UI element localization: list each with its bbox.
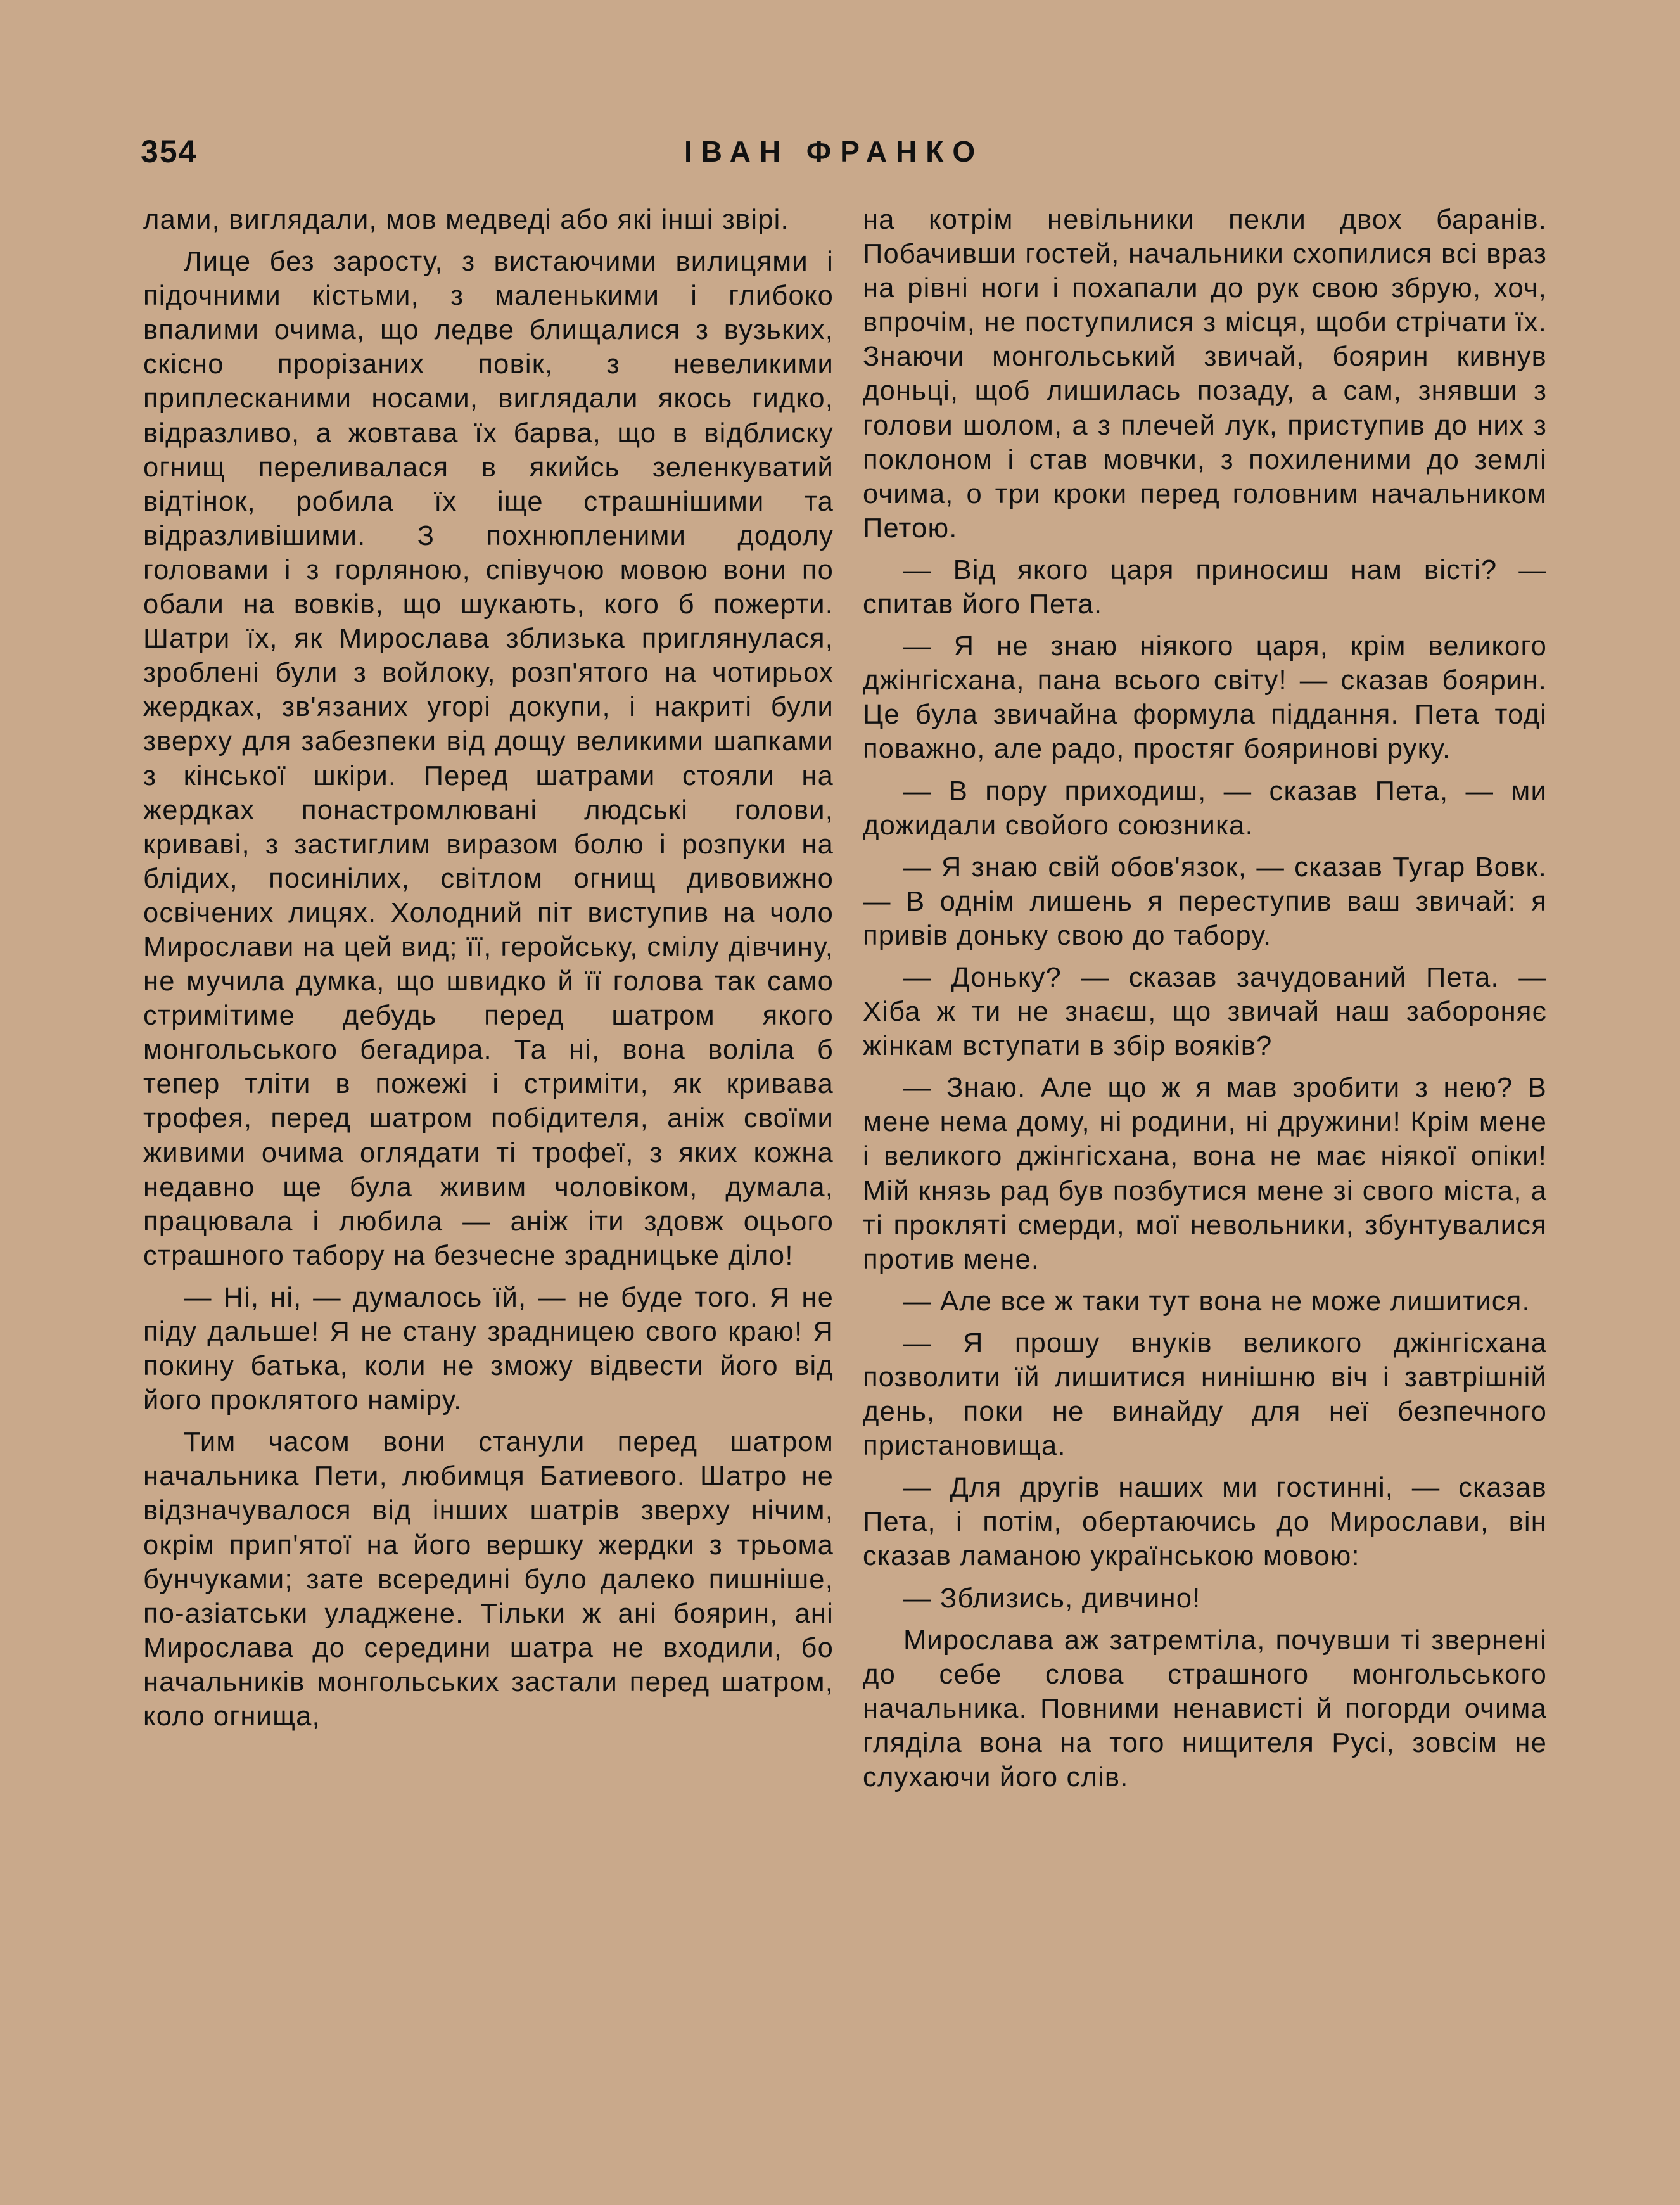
running-head-author: ІВАН ФРАНКО [684, 135, 984, 168]
paragraph: — Доньку? — сказав зачудований Пета. — Хіба ж ти не знаєш, що звичай наш забороняє жінкам вступати в збір вояків? [863, 962, 1547, 1062]
paragraph: на котрім невільники пекли двох баранів. Побачивши гостей, начальники схопилися всі враз на рівні ноги і похапали до рук свою збрую, хоч, впрочім, не поступилися з місця, щоби стрічати їх. Знаючи монгольський звичай, боярин кивнув доньці, щоб лишилась позаду, а сам, знявши з голови шолом, а з плечей лук, приступив до них з поклоном і став мовчки, з похиленими до землі очима, о три кроки перед головним начальником Петою. [863, 205, 1547, 544]
right-column [863, 203, 1547, 1802]
page-number: 354 [141, 134, 198, 169]
paragraph: — Зблизись, дивчино! [903, 1583, 1201, 1614]
paragraph: — Від якого царя приносиш нам вісті? — спитав його Пета. [863, 554, 1547, 620]
paragraph: — Я знаю свій обов'язок, — сказав Тугар Вовк. — В однім лишень я переступив ваш звичай: я привів доньку свою до табору. [863, 852, 1547, 951]
paragraph: — Але все ж таки тут вона не може лишитися. [903, 1286, 1530, 1317]
paragraph: — Я прошу внуків великого джінгісхана позволити їй лишитися нинішню віч і завтрішній день, поки не винайду для неї безпечного пристановища. [863, 1327, 1547, 1462]
paragraph: Тим часом вони станули перед шатром начальника Пети, любимця Батиевого. Шатро не відзначувалося від інших шатрів зверху нічим, окрім прип'ятої на його вершку жердки з трьома бунчуками; зате всередині було далеко пишніше, по-азіатськи уладжене. Тільки ж ані боярин, ані Мирослава до середини шатра не входили, бо начальників монгольських застали перед шатром, коло огнища, [143, 1427, 834, 1732]
paragraph: — Для другів наших ми гостинні, — сказав Пета, і потім, обертаючись до Мирослави, він сказав ламаною українською мовою: [863, 1473, 1547, 1572]
paragraph: Мирослава аж затремтіла, почувши ті звернені до себе слова страшного монгольського начальника. Повними ненависті й погорди очима гляділа вона на того нищителя Русі, зовсім не слухаючи його слів. [863, 1625, 1547, 1793]
paragraph: — Ні, ні, — думалось їй, — не буде того. Я не піду дальше! Я не стану зрадницею свого краю! Я покину батька, коли не зможу відвести його від його проклятого наміру. [143, 1282, 834, 1416]
paragraph: — Знаю. Але що ж я мав зробити з нею? В мене нема дому, ні родини, ні дружини! Крім мене і великого джінгісхана, вона не має ніякої опіки! Мій князь рад був позбутися мене зі свого міста, а ті прокляті смерди, мої невольники, збунтувалися против мене. [863, 1073, 1547, 1275]
paragraph: — В пору приходиш, — сказав Пета, — ми дожидали свойого союзника. [863, 776, 1547, 841]
paragraph: лами, виглядали, мов медведі або які інші звірі. [143, 205, 789, 235]
paragraph: — Я не знаю ніякого царя, крім великого джінгісхана, пана всього світу! — сказав боярин. Це була звичайна формула піддання. Пета тоді поважно, але радо, простяг бояринові руку. [863, 631, 1547, 765]
left-column [143, 203, 834, 1741]
paragraph: Лице без заросту, з вистаючими вилицями і підочними кістьми, з маленькими і глибоко впалими очима, що ледве блищалися з вузьких, скісно прорізаних повік, з невеликими приплесканими носами, виглядали якось гидко, відразливо, а жовтава їх барва, що в відблиску огнищ переливалася в якийсь зеленкуватий відтінок, робила їх іще страшнішими та відразливішими. З похнюпленими додолу головами і з горляною, співучою мовою вони по обали на вовків, що шукають, кого б пожерти. Шатри їх, як Мирослава зблизька приглянулася, зроблені були з войлоку, розп'ятого на чотирьох жердках, зв'язаних угорі докупи, і накриті були зверху для забезпеки від дощу великими шапками з кінської шкіри. Перед шатрами стояли на жердках понастромлювані людські голови, криваві, з застиглим виразом болю і розпуки на блідих, посинілих, світлом огнищ дивовижно освічених лицях. Холодний піт виступив на чоло Мирослави на цей вид; її, геройську, смілу дівчину, не мучила думка, що швидко й її голова так само стримітиме дебудь перед шатром якого монгольського бегадира. Та ні, вона воліла б тепер тліти в пожежі і стриміти, як кривава трофея, перед шатром побідителя, аніж своїми живими очима оглядати ті трофеї, з яких кожна недавно ще була живим чоловіком, думала, працювала і любила — аніж іти здовж оцього страшного табору на безчесне зрадницьке діло! [143, 246, 834, 1271]
